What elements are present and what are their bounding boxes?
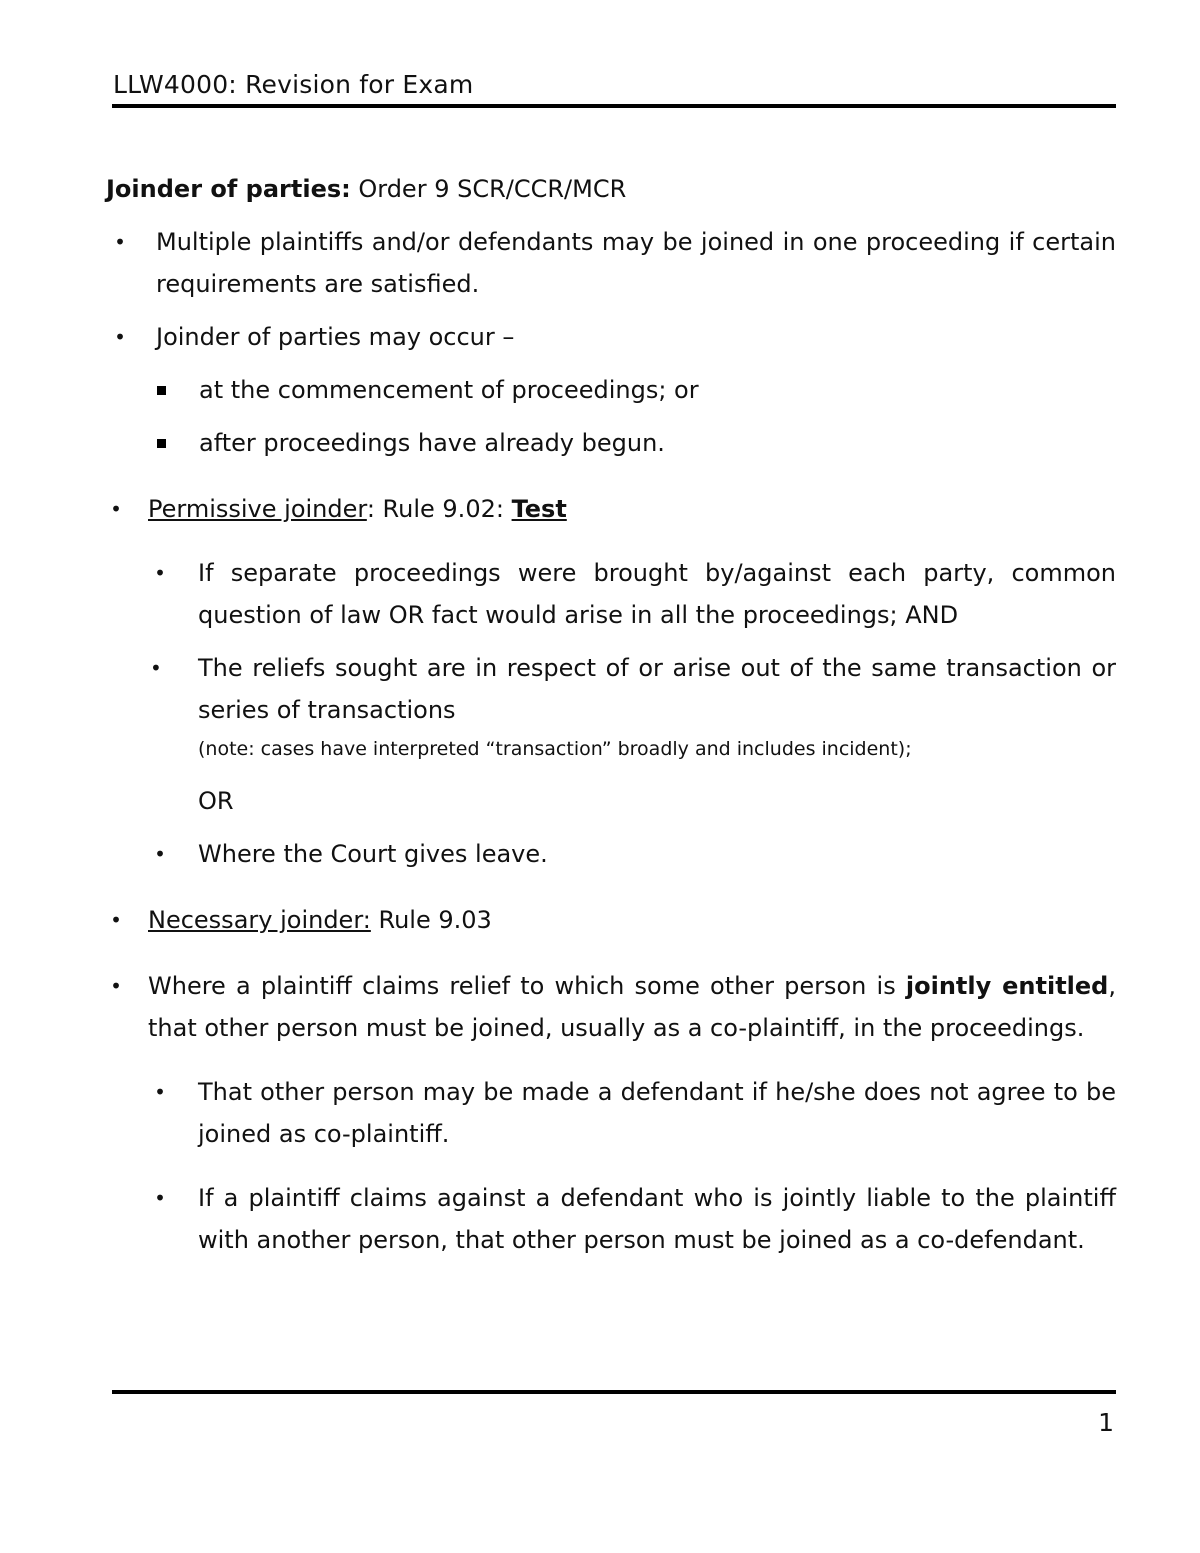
heading-order: Order 9 SCR/CCR/MCR xyxy=(350,175,627,203)
list-item-text: , that other person must be joined, usually as a co-plaintiff, in the proceedings. xyxy=(148,972,1116,1042)
note-text: (note: cases have interpreted “transaction” broadly and includes incident); xyxy=(198,738,912,760)
bullet: • xyxy=(154,561,166,585)
bullet: • xyxy=(154,842,166,866)
list-item-text: Joinder of parties may occur – xyxy=(156,323,515,351)
header-rule xyxy=(112,104,1116,108)
bullet: • xyxy=(154,1080,166,1104)
bullet: • xyxy=(114,230,126,254)
square-bullet xyxy=(157,386,166,395)
sub-list-item xyxy=(106,1071,1116,1155)
or-text: OR xyxy=(198,787,234,815)
sub-list-item xyxy=(106,369,1116,411)
list-item-text: after proceedings have already begun. xyxy=(199,429,665,457)
square-bullet xyxy=(157,439,166,448)
bullet: • xyxy=(154,1186,166,1210)
list-item-text: Multiple plaintiffs and/or defendants may be joined in one proceeding if certain requirements are satisfied. xyxy=(156,228,1116,298)
list-item xyxy=(106,221,1116,305)
sub-list-item xyxy=(106,422,1116,464)
list-item-text: If separate proceedings were brought by/against each party, common question of law OR fact would arise in all the proceedings; AND xyxy=(198,559,1116,629)
bullet: • xyxy=(110,974,122,998)
list-item-text: The reliefs sought are in respect of or arise out of the same transaction or series of transactions xyxy=(198,654,1116,724)
page-header-title: LLW4000: Revision for Exam xyxy=(113,70,474,99)
bullet: • xyxy=(110,908,122,932)
list-item xyxy=(106,899,1116,941)
page-number: 1 xyxy=(1098,1408,1114,1437)
bullet: • xyxy=(150,656,162,680)
list-item-text: Where a plaintiff claims relief to which some other person is xyxy=(148,972,906,1000)
sub-list-item xyxy=(106,833,1116,875)
bullet: • xyxy=(114,325,126,349)
document-body xyxy=(106,168,1116,1261)
heading-label: Joinder of parties: xyxy=(106,175,351,203)
necessary-rule: Rule 9.03 xyxy=(370,906,492,934)
list-item-text: That other person may be made a defendant if he/she does not agree to be joined as co-plaintiff. xyxy=(198,1078,1116,1148)
sub-list-item xyxy=(106,1177,1116,1261)
list-item xyxy=(106,488,1116,530)
sub-list-item xyxy=(106,552,1116,636)
footer-rule xyxy=(112,1390,1116,1394)
list-item xyxy=(106,965,1116,1049)
test-label: Test xyxy=(511,495,567,523)
permissive-joinder-label: Permissive joinder xyxy=(148,495,367,523)
list-item-text: If a plaintiff claims against a defendant who is jointly liable to the plaintiff with another person, that other person must be joined as a co-defendant. xyxy=(198,1184,1116,1254)
sub-list-item xyxy=(106,647,1116,731)
bullet: • xyxy=(110,497,122,521)
necessary-joinder-label: Necessary joinder: xyxy=(148,906,371,934)
jointly-entitled-text: jointly entitled xyxy=(905,972,1109,1000)
list-item xyxy=(106,316,1116,358)
permissive-rule: : Rule 9.02: xyxy=(366,495,512,523)
section-heading xyxy=(106,168,1116,210)
list-item-text: at the commencement of proceedings; or xyxy=(199,376,699,404)
list-item-text: Where the Court gives leave. xyxy=(198,840,548,868)
